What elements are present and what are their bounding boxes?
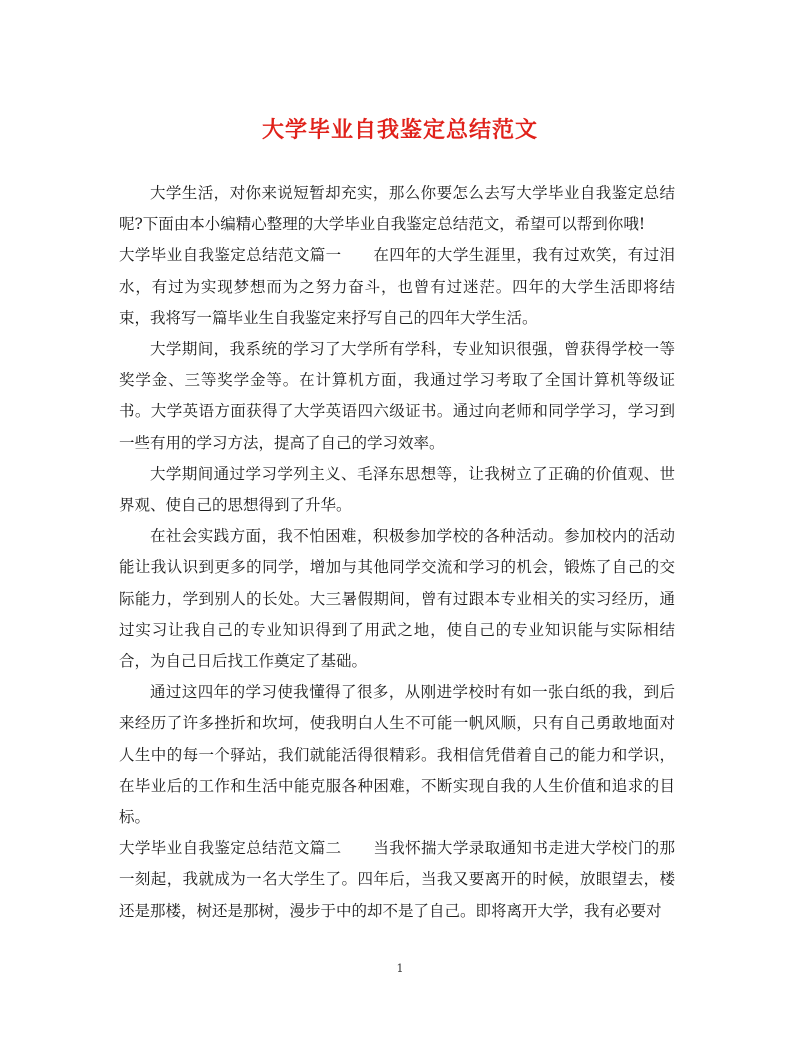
page-number: 1 — [396, 962, 404, 975]
paragraph-intro: 大学生活，对你来说短暂却充实，那么你要怎么去写大学毕业自我鉴定总结呢?下面由本小编精心整理的大学毕业自我鉴定总结范文，希望可以帮到你哦! — [119, 184, 675, 234]
paragraph-ideology: 大学期间通过学习学列主义、毛泽东思想等，让我树立了正确的价值观、世界观、使自己的思想得到了升华。 — [119, 464, 675, 515]
document-title: 大学毕业自我鉴定总结范文 — [261, 117, 538, 143]
paragraph-reflection: 通过这四年的学习使我懂得了很多，从刚进学校时有如一张白纸的我，到后来经历了许多挫折和坎坷，使我明白人生不可能一帆风顺，只有自己勇敢地面对人生中的每一个驿站，我们就能活得很精彩。我相信凭借着自己的能力和学识，在毕业后的工作和生活中能克服各种困难，不断实现自我的人生价值和追求的目标。 — [119, 683, 675, 827]
paragraph-social-practice: 在社会实践方面，我不怕困难，积极参加学校的各种活动。参加校内的活动能让我认识到更多的同学，增加与其他同学交流和学习的机会，锻炼了自己的交际能力，学到别人的长处。大三暑假期间，曾有过跟本专业相关的实习经历，通过实习让我自己的专业知识得到了用武之地，使自己的专业知识能与实际相结合，为自己日后找工作奠定了基础。 — [119, 527, 675, 671]
paragraph-section-two-start: 大学毕业自我鉴定总结范文篇二 当我怀揣大学录取通知书走进大学校门的那一刻起，我就成为一名大学生了。四年后，当我又要离开的时候，放眼望去，楼还是那楼，树还是那树，漫步于中的却不是了自己。即将离开大学，我有必要对 — [119, 839, 675, 920]
document-body — [119, 178, 675, 927]
paragraph-study: 大学期间，我系统的学习了大学所有学科，专业知识很强，曾获得学校一等奖学金、三等奖学金等。在计算机方面，我通过学习考取了全国计算机等级证书。大学英语方面获得了大学英语四六级证书。通过向老师和同学学习，学习到一些有用的学习方法，提高了自己的学习效率。 — [119, 340, 675, 452]
paragraph-section-one-start: 大学毕业自我鉴定总结范文篇一 在四年的大学生涯里，我有过欢笑，有过泪水，有过为实现梦想而为之努力奋斗，也曾有过迷茫。四年的大学生活即将结束，我将写一篇毕业生自我鉴定来抒写自己的四年大学生活。 — [119, 246, 675, 327]
